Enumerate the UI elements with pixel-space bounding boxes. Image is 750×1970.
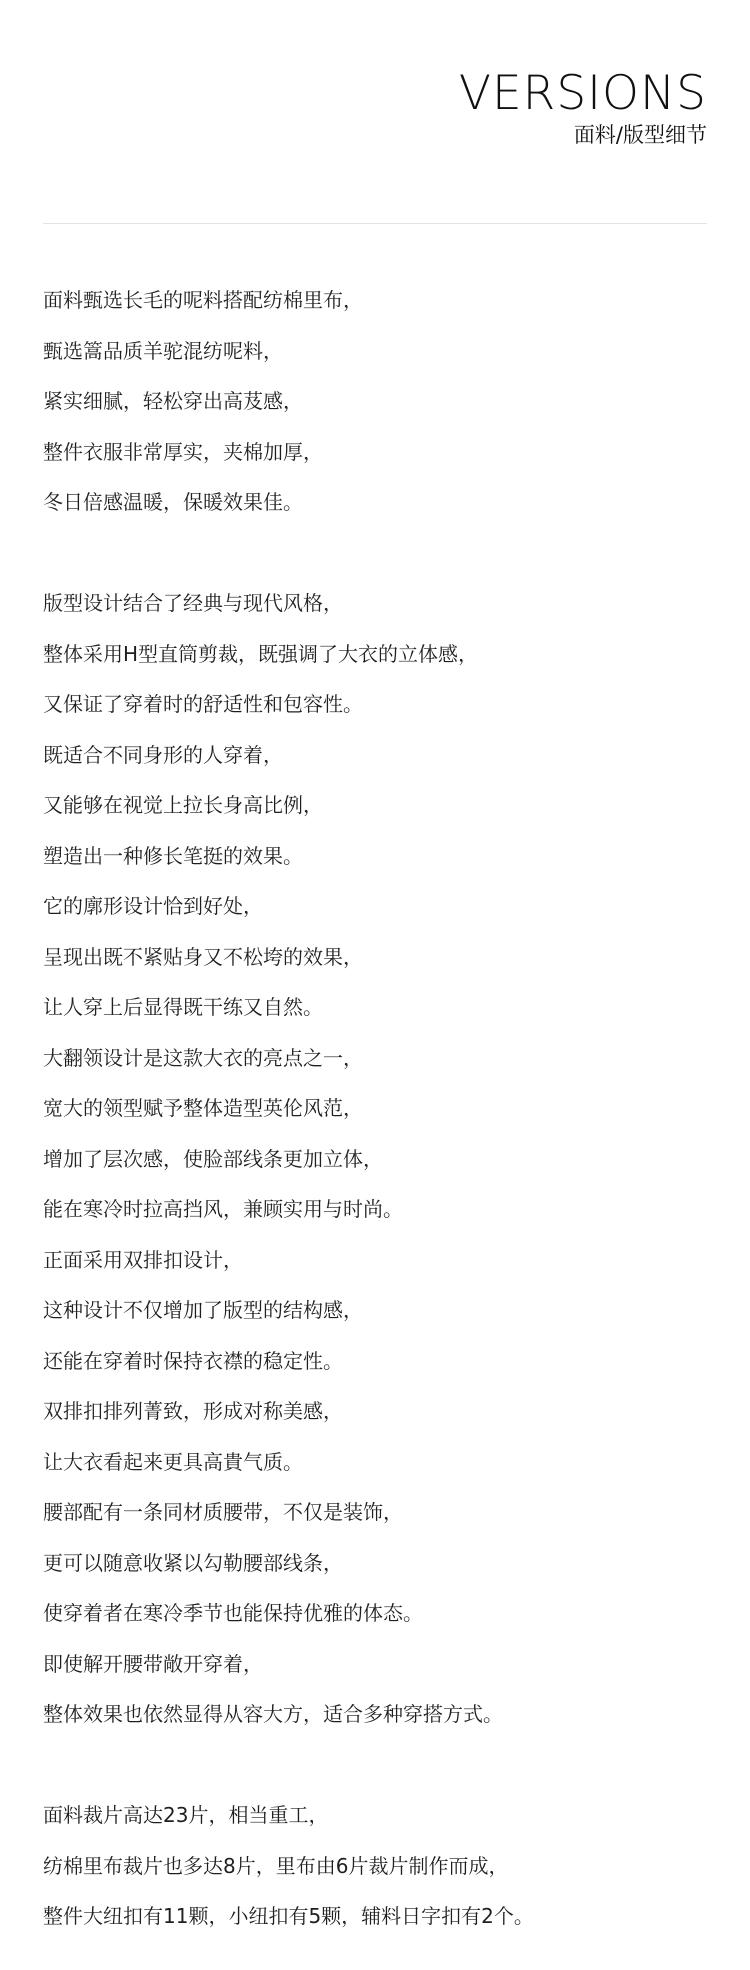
description-line: 紧实细腻，轻松穿出高芨感， (43, 389, 303, 413)
description-line: 使穿着者在寒冷季节也能保持优雅的体态。 (43, 1601, 423, 1625)
description-line: 版型设计结合了经典与现代风格， (43, 591, 343, 615)
description-line: 让大衣看起来更具高貴气质。 (43, 1449, 303, 1474)
description-line: 整件大纽扣有11颗，小纽扣有5颗，辅料日字扣有2个。 (43, 1904, 534, 1928)
description-line: 面料甄选长毛的呢料搭配纺棉里布， (43, 288, 363, 312)
description-body (43, 275, 707, 1942)
description-paragraph (43, 1790, 707, 1942)
description-line: 腰部配有一条同材质腰带，不仅是装饰， (43, 1500, 403, 1524)
description-line: 它的廓形设计恰到好处， (43, 894, 263, 918)
description-line: 即使解开腰带敞开穿着， (43, 1651, 263, 1676)
description-paragraph (43, 275, 707, 528)
description-line: 这种设计不仅增加了版型的结构感， (43, 1298, 363, 1322)
description-line: 整件衣服非常厚实，夹棉加厚， (43, 439, 323, 464)
description-line: 纺棉里布裁片也多达8片，里布由6片裁片制作而成， (43, 1853, 509, 1878)
description-line: 大翻领设计是这款大衣的亮点之一， (43, 1045, 363, 1070)
description-line: 塑造出一种修长笔挺的效果。 (43, 843, 303, 868)
description-line: 整体效果也依然显得从容大方，适合多种穿搭方式。 (43, 1702, 503, 1726)
description-paragraph (43, 578, 707, 1740)
description-line: 整体采用H型直筒剪裁，既强调了大衣的立体感， (43, 641, 479, 666)
description-line: 让人穿上后显得既干练又自然。 (43, 995, 323, 1019)
description-line: 又保证了穿着时的舒适性和包容性。 (43, 692, 363, 716)
description-line: 甄选篙品质羊驼混纺呢料， (43, 338, 283, 363)
description-line: 宽大的领型赋予整体造型英伦风范， (43, 1096, 363, 1120)
description-line: 正面采用双排扣设计， (43, 1247, 243, 1272)
description-line: 冬日倍感温暖，保暖效果佳。 (43, 490, 303, 514)
description-line: 更可以随意收紧以勾勒腰部线条， (43, 1550, 343, 1575)
description-line: 呈现出既不紧贴身又不松垮的效果， (43, 944, 363, 969)
page-subtitle: 面料/版型细节 (573, 123, 707, 147)
description-line: 又能够在视觉上拉长身高比例， (43, 793, 323, 817)
page-title: VERSIONS (458, 66, 707, 121)
description-line: 双排扣排列菁致，形成对称美感， (43, 1399, 343, 1423)
description-line: 既适合不同身形的人穿着， (43, 742, 283, 767)
description-line: 增加了层次感，使脸部线条更加立体， (43, 1146, 383, 1171)
description-line: 面料裁片高达23片，相当重工， (43, 1803, 329, 1827)
section-header (459, 66, 707, 149)
description-line: 还能在穿着时保持衣襟的稳定性。 (43, 1348, 343, 1373)
description-line: 能在寒冷时拉高挡风，兼顾实用与时尚。 (43, 1197, 403, 1221)
header-divider (43, 223, 707, 224)
